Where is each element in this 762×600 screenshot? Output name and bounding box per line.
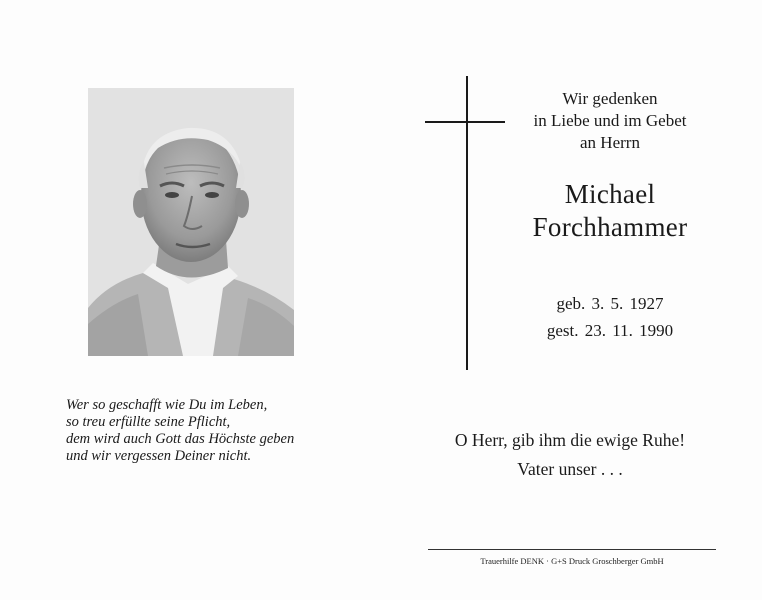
portrait-photo	[88, 88, 294, 356]
death-date: gest. 23. 11. 1990	[546, 321, 674, 340]
intro-line: an Herrn	[580, 133, 640, 152]
intro-text	[500, 88, 720, 154]
deceased-name	[490, 178, 730, 244]
prayer-line: O Herr, gib ihm die ewige Ruhe!	[454, 430, 686, 450]
cross-icon-bar	[425, 121, 505, 123]
poem-line: Wer so geschafft wie Du im Leben,	[66, 397, 268, 413]
life-dates	[500, 290, 720, 344]
last-name: Forchhammer	[532, 212, 688, 242]
printer-credit: Trauerhilfe DENK · G+S Druck Groschberger GmbH	[480, 556, 664, 566]
intro-line: in Liebe und im Gebet	[533, 111, 687, 130]
footer-divider	[428, 549, 716, 550]
prayer-line: Vater unser . . .	[517, 459, 623, 479]
portrait-illustration	[88, 88, 294, 356]
first-name: Michael	[564, 179, 656, 209]
prayer-text	[420, 426, 720, 484]
poem-line: so treu erfüllte seine Pflicht,	[66, 414, 231, 430]
poem-line: dem wird auch Gott das Höchste geben	[66, 431, 295, 447]
poem-line: und wir vergessen Deiner nicht.	[66, 448, 252, 464]
birth-date: geb. 3. 5. 1927	[556, 294, 664, 313]
memorial-poem	[66, 397, 366, 465]
intro-line: Wir gedenken	[562, 89, 658, 108]
